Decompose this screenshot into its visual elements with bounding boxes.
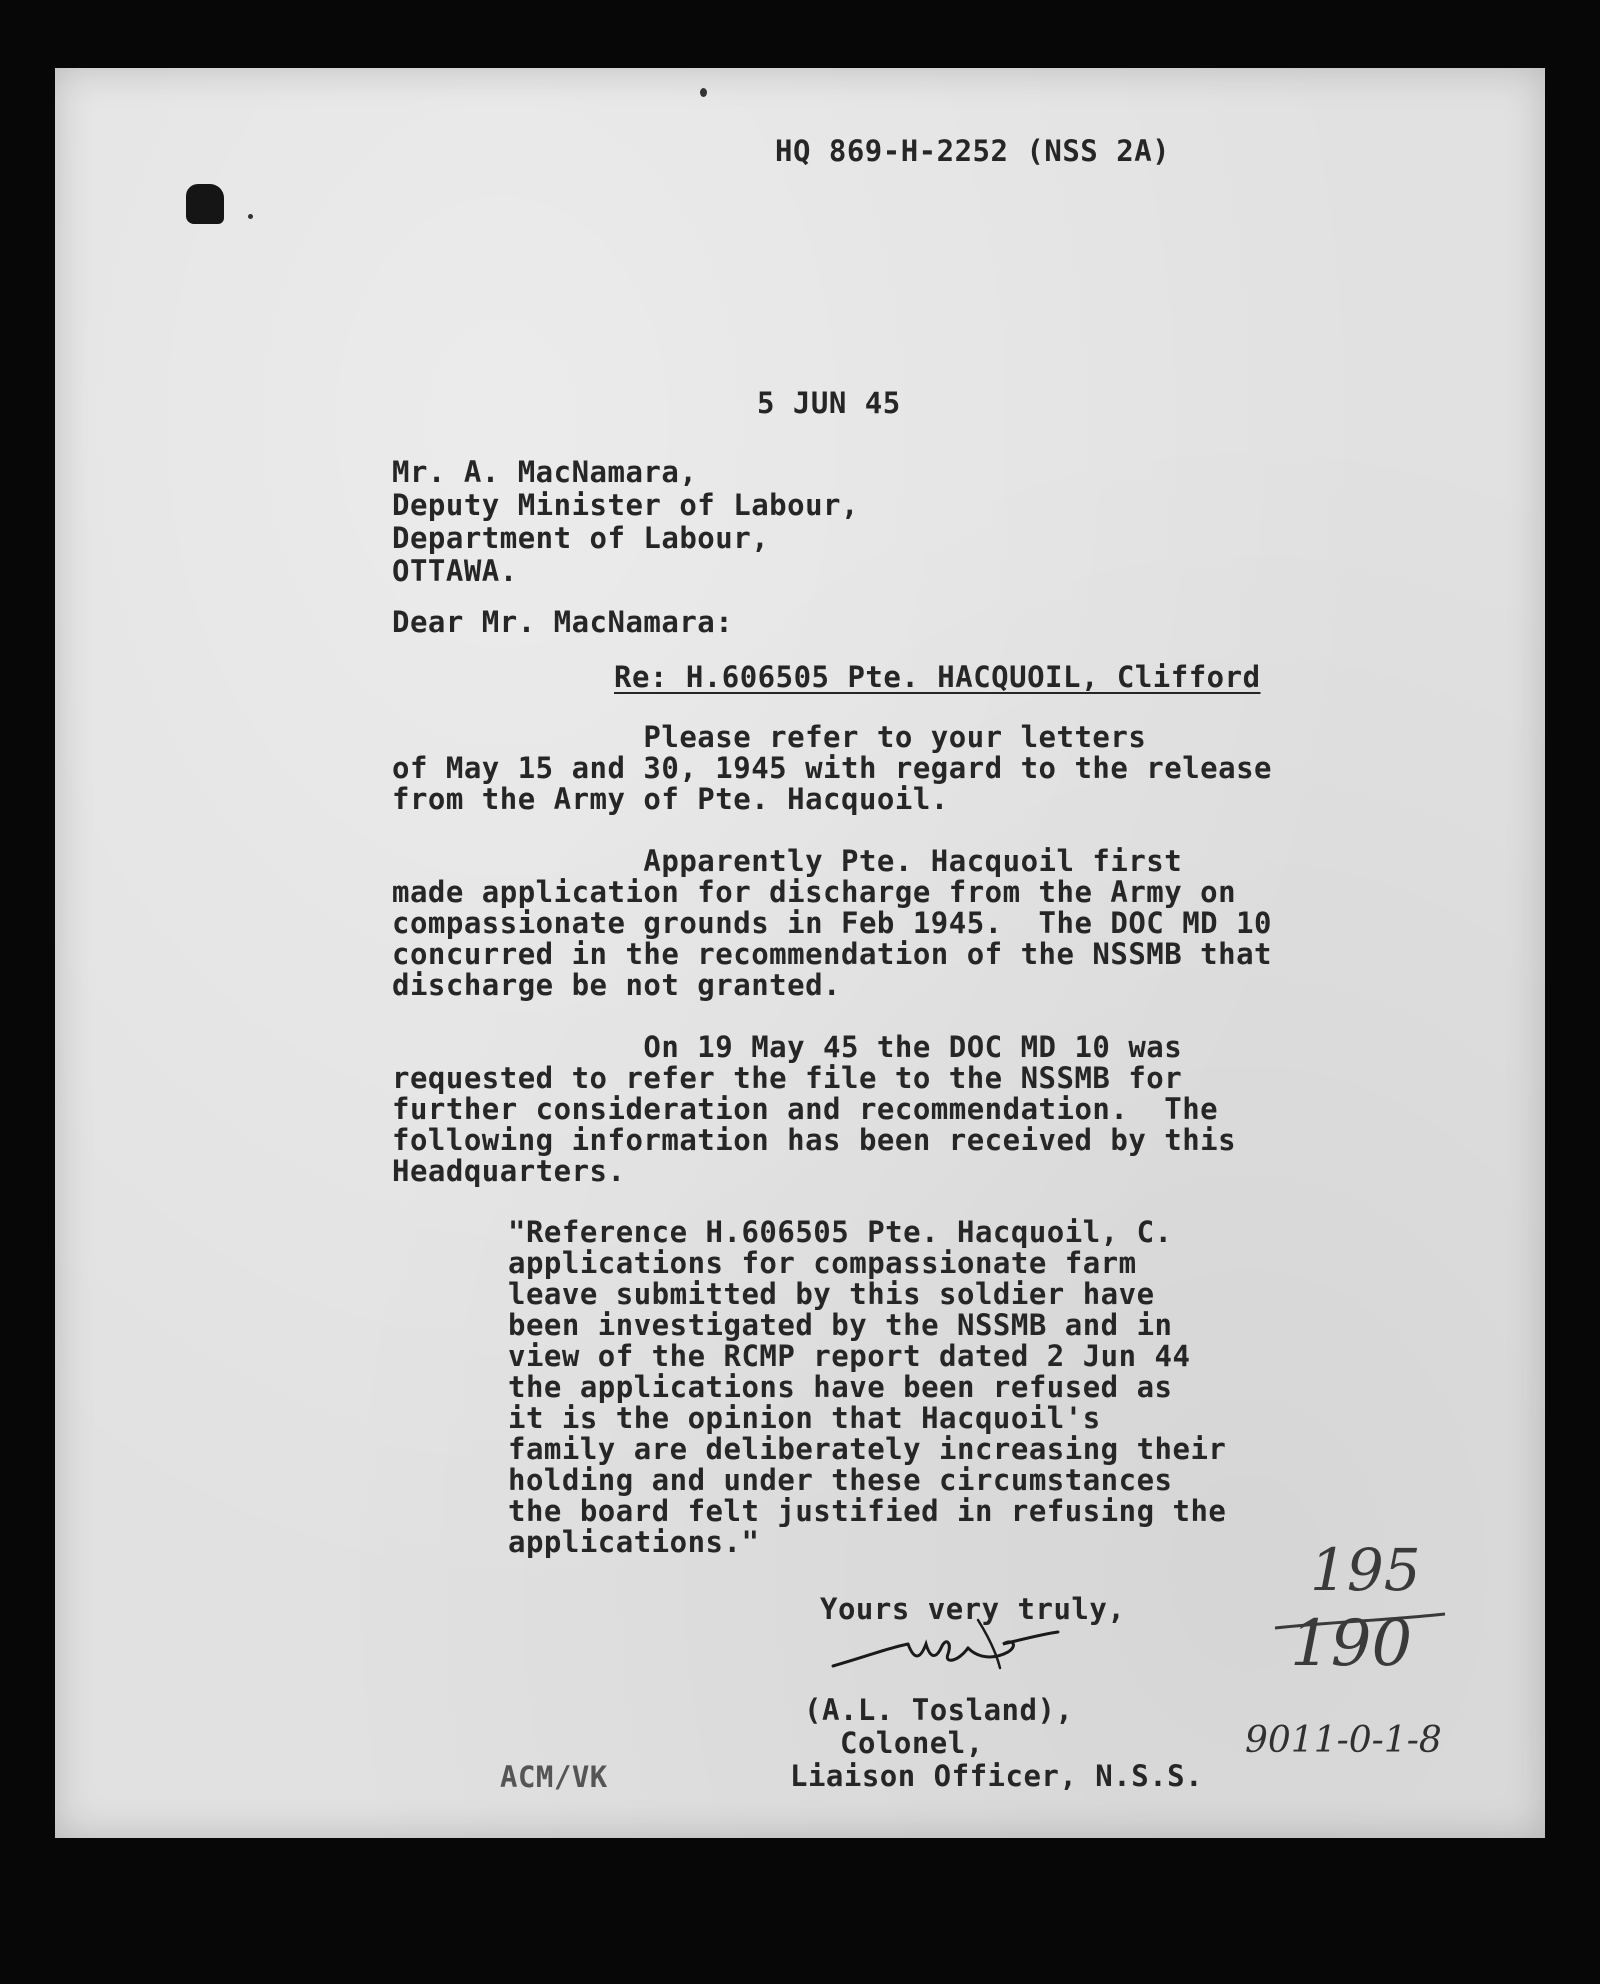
typist-initials: ACM/VK bbox=[500, 1760, 608, 1794]
body-paragraph-3: On 19 May 45 the DOC MD 10 was requested to refer the file to the NSSMB for further consideration and recommendation. The following information has been received by this Headquarters. bbox=[392, 1030, 1237, 1188]
handwritten-bottom-number: 190 bbox=[1290, 1607, 1413, 1681]
handwritten-code-text: 9011-0-1-8 bbox=[1245, 1720, 1442, 1761]
signatory-title: Liaison Officer, N.S.S. bbox=[790, 1759, 1204, 1793]
body-paragraph-1: Please refer to your letters of May 15 and 30, 1945 with regard to the release from the Army of Pte. Hacquoil. bbox=[392, 720, 1273, 816]
signature-icon bbox=[828, 1608, 1088, 1688]
body-paragraph-2: Apparently Pte. Hacquoil first made application for discharge from the Army on compassionate grounds in Feb 1945. The DOC MD 10 concurred in the recommendation of the NSSMB that discharge be not granted. bbox=[392, 844, 1273, 1002]
file-reference: HQ 869-H-2252 (NSS 2A) bbox=[775, 134, 1171, 168]
ink-speck bbox=[700, 88, 707, 97]
handwritten-file-code bbox=[1240, 1702, 1500, 1772]
handwritten-top-number: 195 bbox=[1310, 1536, 1421, 1604]
subject-line: Re: H.606505 Pte. HACQUOIL, Clifford bbox=[614, 660, 1261, 694]
quoted-report: "Reference H.606505 Pte. Hacquoil, C. applications for compassionate farm leave submitted by this soldier have been investigated by the NSSMB and in view of the RCMP report dated 2 Jun 44 the applications have been refused as it is the opinion that Hacquoil's family are deliberately increasing their holding and under these circumstances the board felt justified in refusing the applications." bbox=[508, 1215, 1227, 1559]
handwritten-folio-numbers bbox=[1270, 1530, 1470, 1690]
signatory-name: (A.L. Tosland), bbox=[804, 1693, 1074, 1727]
recipient-line: Mr. A. MacNamara, bbox=[392, 455, 698, 489]
punch-hole bbox=[186, 184, 224, 224]
recipient-line: OTTAWA. bbox=[392, 554, 518, 588]
recipient-line: Deputy Minister of Labour, bbox=[392, 488, 859, 522]
signatory-rank: Colonel, bbox=[840, 1726, 984, 1760]
letter-date: 5 JUN 45 bbox=[757, 386, 901, 420]
recipient-line: Department of Labour, bbox=[392, 521, 770, 555]
salutation: Dear Mr. MacNamara: bbox=[392, 605, 734, 639]
signature-block bbox=[790, 1693, 1204, 1793]
closing: Yours very truly, bbox=[820, 1592, 1126, 1626]
ink-speck bbox=[248, 214, 253, 219]
recipient-address bbox=[392, 456, 859, 588]
